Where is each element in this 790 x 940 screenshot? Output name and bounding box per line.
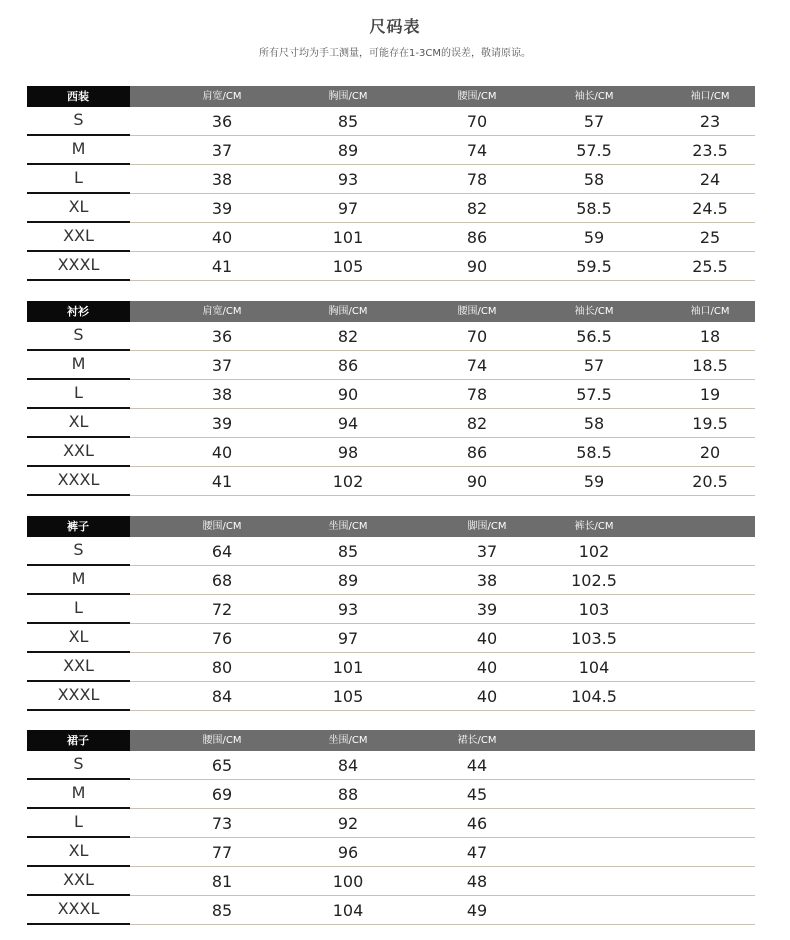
size-label: L: [27, 595, 130, 624]
table-cell: 37: [211, 356, 233, 375]
table-cell: 38: [476, 571, 498, 590]
table-cell: 84: [211, 687, 233, 706]
table-cell: 70: [466, 327, 488, 346]
table-cell: 39: [211, 199, 233, 218]
table-row: [27, 409, 755, 438]
table-cell: 74: [466, 356, 488, 375]
table-cell: 36: [211, 112, 233, 131]
size-table: [27, 86, 755, 281]
table-cell: 102: [332, 472, 364, 491]
table-cell: 37: [211, 141, 233, 160]
table-cell: 59.5: [576, 257, 612, 276]
table-cell: 78: [466, 170, 488, 189]
table-cell: 40: [476, 629, 498, 648]
column-header: 坐围/CM: [328, 735, 368, 746]
table-row: [27, 682, 755, 711]
table-row: [27, 380, 755, 409]
table-cell: 40: [211, 228, 233, 247]
row-divider: [130, 495, 755, 496]
table-cell: 46: [466, 814, 488, 833]
table-cell: 58: [583, 170, 605, 189]
column-header: 腰围/CM: [457, 91, 497, 102]
size-label: XL: [27, 409, 130, 438]
table-cell: 37: [476, 542, 498, 561]
table-cell: 56.5: [576, 327, 612, 346]
table-cell: 102: [578, 542, 610, 561]
size-label: M: [27, 136, 130, 165]
table-cell: 81: [211, 872, 233, 891]
table-cell: 24.5: [692, 199, 728, 218]
table-cell: 36: [211, 327, 233, 346]
table-cell: 23: [699, 112, 721, 131]
table-cell: 84: [337, 756, 359, 775]
table-cell: 70: [466, 112, 488, 131]
table-row: [27, 351, 755, 380]
column-header: 胸围/CM: [328, 91, 368, 102]
table-cell: 94: [337, 414, 359, 433]
table-row: [27, 194, 755, 223]
table-name: 西装: [27, 86, 130, 107]
row-divider: [130, 280, 755, 281]
table-cell: 57: [583, 356, 605, 375]
size-table: [27, 516, 755, 711]
table-row: [27, 322, 755, 351]
table-cell: 65: [211, 756, 233, 775]
column-headers: [130, 86, 755, 107]
column-header: 肩宽/CM: [202, 306, 242, 317]
size-label: XXL: [27, 867, 130, 896]
size-label: XXXL: [27, 252, 130, 281]
table-cell: 82: [466, 414, 488, 433]
table-cell: 89: [337, 571, 359, 590]
table-cell: 96: [337, 843, 359, 862]
table-cell: 78: [466, 385, 488, 404]
page-title: 尺码表: [369, 17, 421, 36]
table-cell: 59: [583, 472, 605, 491]
table-row: [27, 136, 755, 165]
size-label: L: [27, 809, 130, 838]
table-cell: 20: [699, 443, 721, 462]
table-cell: 86: [466, 443, 488, 462]
size-label: S: [27, 537, 130, 566]
table-cell: 39: [476, 600, 498, 619]
table-cell: 41: [211, 472, 233, 491]
table-cell: 97: [337, 199, 359, 218]
table-cell: 58: [583, 414, 605, 433]
table-cell: 90: [466, 472, 488, 491]
column-header: 胸围/CM: [328, 306, 368, 317]
table-name: 衬衫: [27, 301, 130, 322]
column-header: 脚围/CM: [467, 521, 507, 532]
column-header: 腰围/CM: [457, 306, 497, 317]
table-cell: 74: [466, 141, 488, 160]
table-cell: 57: [583, 112, 605, 131]
table-cell: 38: [211, 170, 233, 189]
table-cell: 85: [337, 112, 359, 131]
table-cell: 48: [466, 872, 488, 891]
table-cell: 85: [211, 901, 233, 920]
table-cell: 93: [337, 170, 359, 189]
table-cell: 24: [699, 170, 721, 189]
table-cell: 76: [211, 629, 233, 648]
table-cell: 45: [466, 785, 488, 804]
size-label: XXXL: [27, 682, 130, 711]
row-divider: [130, 924, 755, 925]
table-cell: 25: [699, 228, 721, 247]
table-row: [27, 438, 755, 467]
table-cell: 100: [332, 872, 364, 891]
column-header: 裤长/CM: [574, 521, 614, 532]
table-cell: 101: [332, 658, 364, 677]
table-row: [27, 537, 755, 566]
column-headers: [130, 730, 755, 751]
column-header: 肩宽/CM: [202, 91, 242, 102]
table-cell: 68: [211, 571, 233, 590]
column-headers: [130, 516, 755, 537]
size-label: XXL: [27, 438, 130, 467]
column-header: 袖口/CM: [690, 306, 730, 317]
table-cell: 73: [211, 814, 233, 833]
table-row: [27, 467, 755, 496]
table-cell: 58.5: [576, 443, 612, 462]
table-row: [27, 624, 755, 653]
table-row: [27, 107, 755, 136]
table-cell: 105: [332, 257, 364, 276]
table-cell: 104.5: [571, 687, 617, 706]
table-cell: 102.5: [571, 571, 617, 590]
table-cell: 89: [337, 141, 359, 160]
table-cell: 49: [466, 901, 488, 920]
table-cell: 20.5: [692, 472, 728, 491]
size-label: XL: [27, 838, 130, 867]
table-cell: 47: [466, 843, 488, 862]
table-cell: 103: [578, 600, 610, 619]
size-label: M: [27, 351, 130, 380]
table-header: [27, 730, 755, 751]
table-cell: 19: [699, 385, 721, 404]
table-cell: 40: [476, 687, 498, 706]
table-cell: 18.5: [692, 356, 728, 375]
table-row: [27, 223, 755, 252]
size-label: S: [27, 751, 130, 780]
table-row: [27, 566, 755, 595]
size-label: M: [27, 780, 130, 809]
table-cell: 40: [476, 658, 498, 677]
column-header: 袖长/CM: [574, 306, 614, 317]
size-label: XXL: [27, 653, 130, 682]
column-header: 裙长/CM: [457, 735, 497, 746]
table-row: [27, 653, 755, 682]
table-cell: 69: [211, 785, 233, 804]
column-header: 腰围/CM: [202, 521, 242, 532]
size-table: [27, 301, 755, 496]
table-cell: 25.5: [692, 257, 728, 276]
table-cell: 98: [337, 443, 359, 462]
table-cell: 90: [466, 257, 488, 276]
table-header: [27, 516, 755, 537]
table-cell: 90: [337, 385, 359, 404]
table-cell: 86: [337, 356, 359, 375]
table-header: [27, 86, 755, 107]
table-cell: 57.5: [576, 385, 612, 404]
table-cell: 59: [583, 228, 605, 247]
table-header: [27, 301, 755, 322]
table-cell: 58.5: [576, 199, 612, 218]
table-cell: 72: [211, 600, 233, 619]
size-label: XXXL: [27, 896, 130, 925]
column-header: 袖口/CM: [690, 91, 730, 102]
table-cell: 41: [211, 257, 233, 276]
column-header: 袖长/CM: [574, 91, 614, 102]
table-cell: 23.5: [692, 141, 728, 160]
table-cell: 64: [211, 542, 233, 561]
table-cell: 103.5: [571, 629, 617, 648]
table-name: 裙子: [27, 730, 130, 751]
table-cell: 82: [466, 199, 488, 218]
table-row: [27, 165, 755, 194]
table-cell: 104: [332, 901, 364, 920]
size-label: M: [27, 566, 130, 595]
size-label: XL: [27, 194, 130, 223]
size-label: L: [27, 165, 130, 194]
table-cell: 77: [211, 843, 233, 862]
table-row: [27, 595, 755, 624]
table-cell: 80: [211, 658, 233, 677]
size-table: [27, 730, 755, 925]
table-cell: 18: [699, 327, 721, 346]
table-name: 裤子: [27, 516, 130, 537]
table-row: [27, 867, 755, 896]
size-label: S: [27, 107, 130, 136]
table-cell: 38: [211, 385, 233, 404]
table-row: [27, 896, 755, 925]
table-row: [27, 780, 755, 809]
table-row: [27, 252, 755, 281]
table-row: [27, 838, 755, 867]
table-cell: 105: [332, 687, 364, 706]
size-label: L: [27, 380, 130, 409]
column-headers: [130, 301, 755, 322]
table-cell: 40: [211, 443, 233, 462]
table-cell: 93: [337, 600, 359, 619]
size-label: XL: [27, 624, 130, 653]
table-cell: 101: [332, 228, 364, 247]
size-label: S: [27, 322, 130, 351]
table-cell: 97: [337, 629, 359, 648]
table-cell: 92: [337, 814, 359, 833]
table-cell: 88: [337, 785, 359, 804]
page-subtitle: 所有尺寸均为手工测量，可能存在1-3CM的误差，敬请原谅。: [259, 48, 531, 59]
size-label: XXL: [27, 223, 130, 252]
row-divider: [130, 710, 755, 711]
size-label: XXXL: [27, 467, 130, 496]
table-row: [27, 751, 755, 780]
table-cell: 39: [211, 414, 233, 433]
table-cell: 19.5: [692, 414, 728, 433]
table-cell: 57.5: [576, 141, 612, 160]
column-header: 坐围/CM: [328, 521, 368, 532]
table-cell: 86: [466, 228, 488, 247]
table-cell: 104: [578, 658, 610, 677]
table-cell: 44: [466, 756, 488, 775]
column-header: 腰围/CM: [202, 735, 242, 746]
table-cell: 85: [337, 542, 359, 561]
table-row: [27, 809, 755, 838]
table-cell: 82: [337, 327, 359, 346]
